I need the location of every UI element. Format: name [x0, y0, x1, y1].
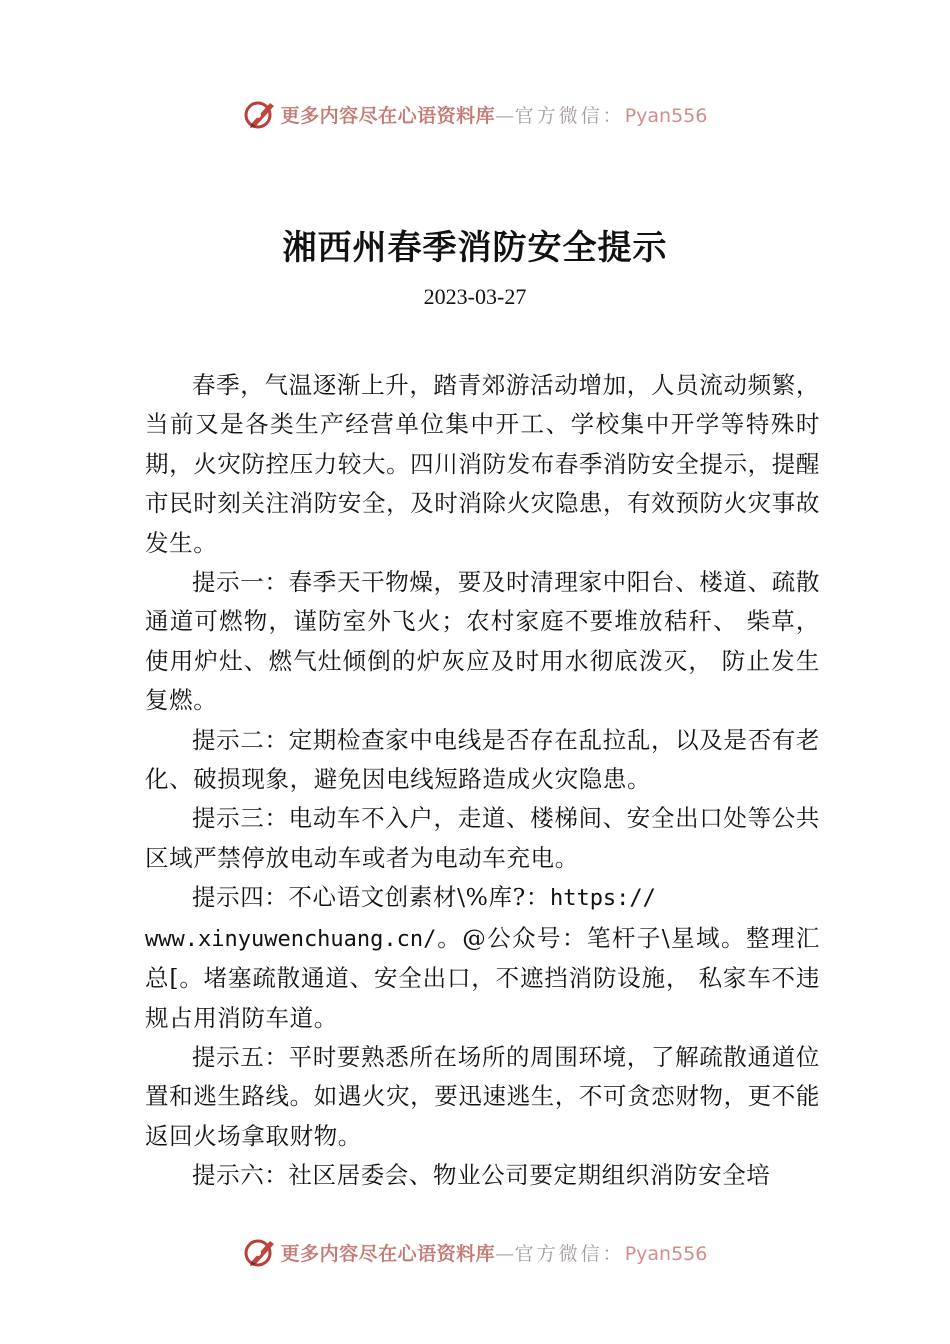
article-body: [145, 366, 820, 1196]
paragraph-tip-4: [145, 878, 820, 1038]
paragraph-tip-6: 提示六：社区居委会、物业公司要定期组织消防安全培: [192, 1161, 771, 1190]
pen-logo-icon: [243, 97, 277, 131]
watermark-wechat-id: Pyan556: [624, 1242, 708, 1265]
watermark-separator: —: [495, 104, 515, 127]
pen-logo-icon: [243, 1235, 277, 1269]
watermark-text: [281, 1239, 708, 1266]
tip-4-url-scheme: https://: [549, 886, 656, 912]
paragraph-intro: 春季，气温逐渐上升，踏青郊游活动增加，人员流动频繁，当前又是各类生产经营单位集中开工、学校集中开学等特殊时期，火灾防控压力较大。四川消防发布春季消防安全提示，提醒市民时刻关注消防安全，及时消除火灾隐患，有效预防火灾事故发生。: [145, 371, 820, 557]
article-date: 2023-03-27: [423, 284, 527, 309]
footer-watermark: [0, 1232, 950, 1272]
watermark-text: [281, 101, 708, 128]
tip-4-suffix: 。@公众号：笔杆子\星域。整理汇总[。堵塞疏散通道、安全出口，不遮挡消防设施， 私家车不违规占用消防车道。: [145, 923, 820, 1032]
tip-4-url-host: www.xinyuwenchuang.cn/: [145, 926, 437, 952]
paragraph-tip-1: 提示一：春季天干物燥，要及时清理家中阳台、楼道、疏散通道可燃物，谨防室外飞火；农村家庭不要堆放秸秆、 柴草，使用炉灶、燃气灶倾倒的炉灰应及时用水彻底泼灭， 防止发生复燃。: [145, 568, 820, 715]
tip-4-prefix: 提示四：不心语文创素材\%库?：: [192, 883, 550, 912]
header-watermark: [0, 94, 950, 134]
paragraph-tip-3: 提示三：电动车不入户，走道、楼梯间、安全出口处等公共区域严禁停放电动车或者为电动车充电。: [145, 804, 820, 872]
watermark-wechat-label: 官方微信：: [514, 104, 625, 127]
watermark-wechat-id: Pyan556: [624, 104, 708, 127]
paragraph-tip-2: 提示二：定期检查家中电线是否存在乱拉乱，以及是否有老化、破损现象，避免因电线短路造成火灾隐患。: [145, 725, 820, 794]
watermark-wechat-label: 官方微信：: [514, 1242, 625, 1265]
watermark-separator: —: [495, 1242, 515, 1265]
watermark-brand: 更多内容尽在心语资料库: [280, 104, 496, 127]
paragraph-tip-5: 提示五：平时要熟悉所在场所的周围环境，了解疏散通道位置和逃生路线。如遇火灾，要迅速逃生，不可贪恋财物，更不能返回火场拿取财物。: [145, 1042, 820, 1150]
article-title: 湘西州春季消防安全提示: [282, 228, 668, 268]
watermark-brand: 更多内容尽在心语资料库: [280, 1242, 496, 1265]
